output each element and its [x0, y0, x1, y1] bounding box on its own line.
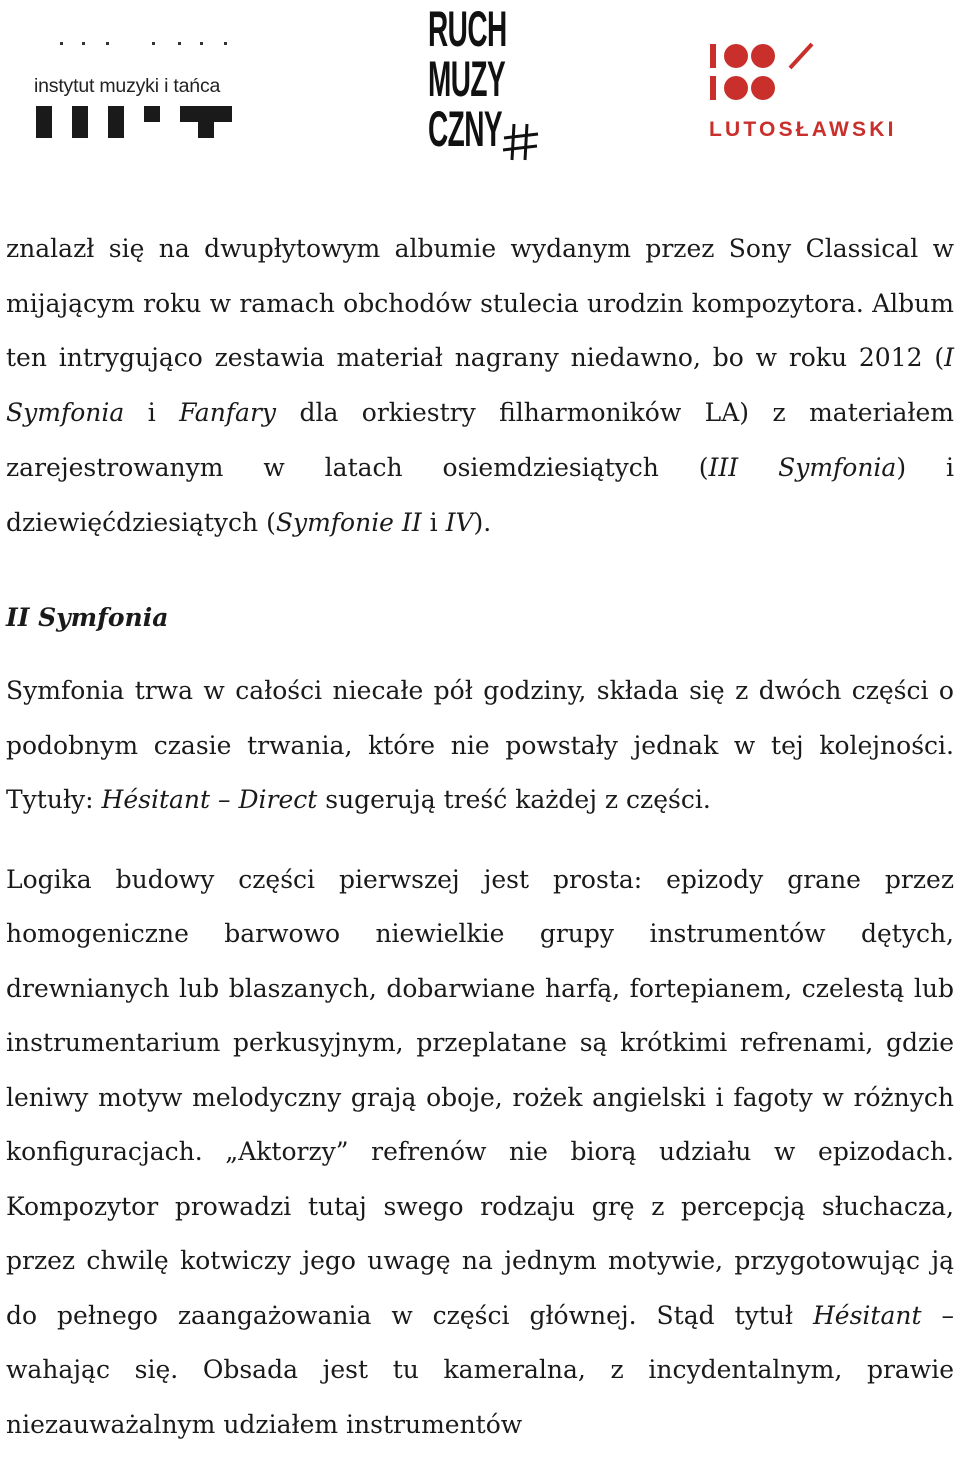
ruch-line-2: MUZY [428, 51, 506, 107]
sharp-sign-icon [500, 122, 540, 162]
imit-logo [34, 40, 234, 140]
lutoslawski-100-mark [708, 42, 818, 104]
ruch-line-3: CZNY [428, 101, 502, 157]
lutoslawski-100-logo [708, 42, 930, 148]
ruch-line-1: RUCH [428, 1, 507, 57]
lutoslawski-logo-name: LUTOSŁAWSKI [709, 118, 897, 141]
ruch-muzyczny-logo [428, 1, 540, 162]
imit-dot-row [60, 40, 240, 46]
paragraph-intro: znalazł się na dwupłytowym albumie wydanym przez Sony Classical w mijającym roku w ramach obchodów stulecia urodzin kompozytora. Album ten intrygująco zestawia materiał nagrany niedawno, bo w roku 2012 (I Symfonia i Fanfary dla orkiestry filharmoników LA) z materiałem zarejestrowanym w latach osiemdziesiątych (III Symfonia) i dziewięćdziesiątych (Symfonie II i IV). [6, 234, 955, 537]
ruch-muzyczny-wordmark [428, 1, 507, 157]
article-body [6, 222, 954, 1452]
paragraph-first-movement: Logika budowy części pierwszej jest prosta: epizody grane przez homogeniczne barwowo niewielkie grupy instrumentów dętych, drewnianych lub blaszanych, dobarwiane harfą, fortepianem, czelestą lub instrumentarium perkusyjnym, przeplatane są krótkimi refrenami, gdzie leniwy motyw melodyczny grają oboje, rożek angielski i fagoty w różnych konfiguracjach. „Aktorzy” refrenów nie biorą udziału w epizodach. Kompozytor prowadzi tutaj swego rodzaju grę z percepcją słuchacza, przez chwilę kotwiczy jego uwagę na jednym motywie, przygotowując ją do pełnego zaangażowania w części głównej. Stąd tytuł Hésitant – wahając się. Obsada jest tu kameralna, z incydentalnym, prawie niezauważalnym udziałem instrumentów [6, 864, 954, 1439]
imit-logo-bars [36, 106, 232, 138]
section-heading: II Symfonia [6, 603, 169, 633]
paragraph-symphony-overview: Symfonia trwa w całości niecałe pół godziny, składa się z dwóch części o podobnym czasie trwania, które nie powstały jednak w tej kolejności. Tytuły: Hésitant – Direct sugerują treść każdej z części. [6, 676, 954, 815]
imit-logo-name: instytut muzyki i tańca [34, 75, 221, 97]
